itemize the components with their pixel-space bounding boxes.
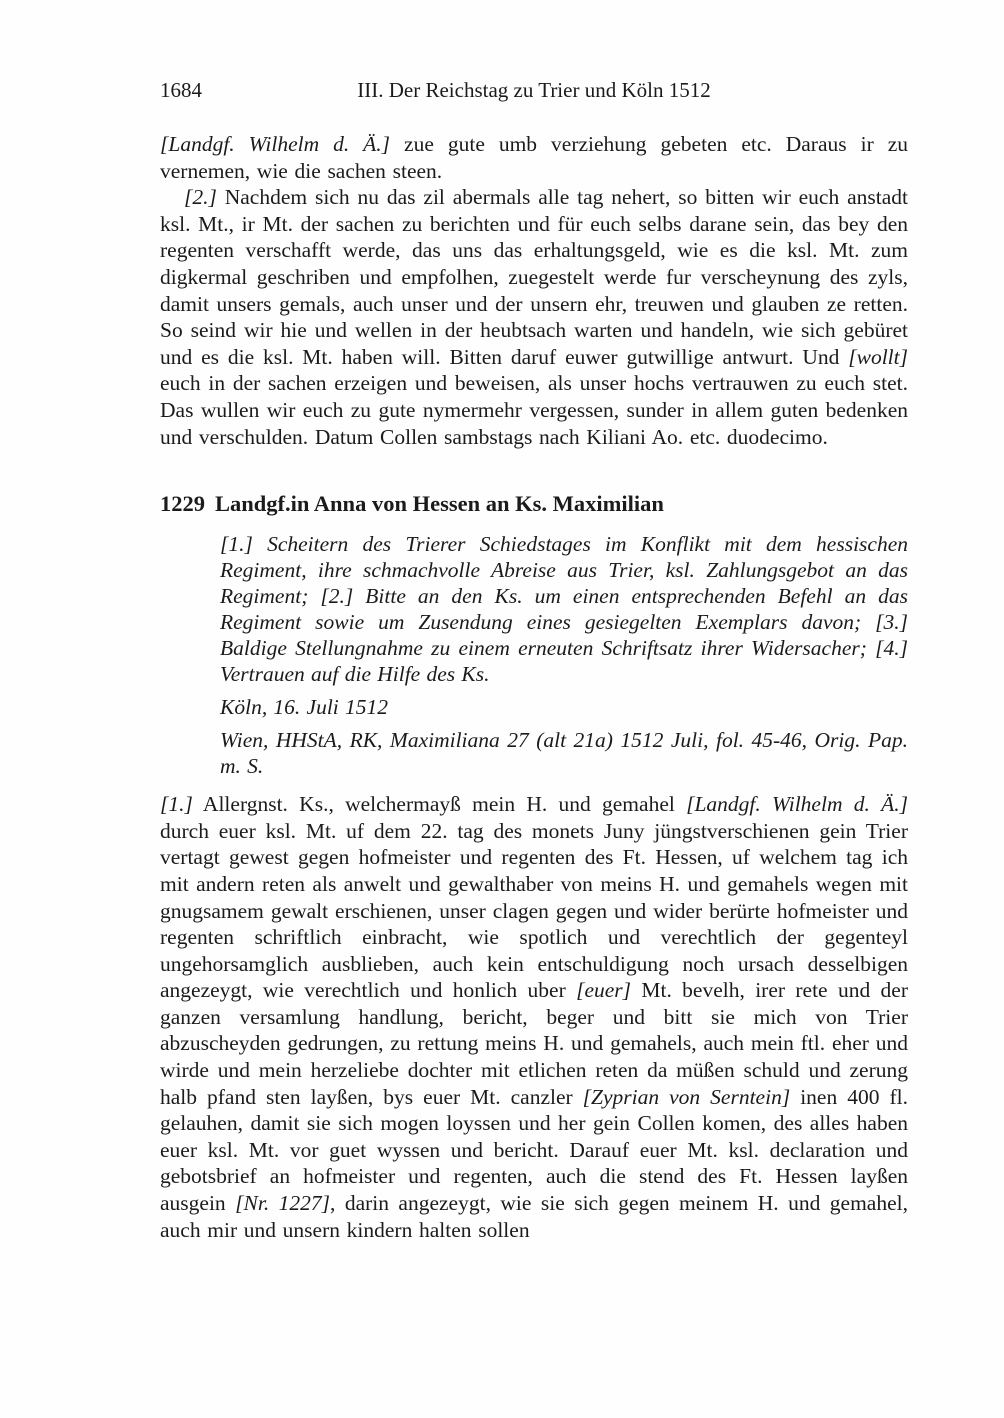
- entry-meta: [220, 531, 908, 779]
- entry-body-text: [1.] Allergnst. Ks., welchermayß mein H. und gemahel [Landgf. Wilhelm d. Ä.] durch euer ksl. Mt. uf dem 22. tag des monets Juny jüngstverschienen gein Trier vertagt gewest gegen hofmeister und regenten des Ft. Hessen, uf welchem tag ich mit andern reten als anwelt und gewalthaber von meins H. und gemahels wegen mit gnugsamem gewalt erschienen, unser clagen gegen und wider berürte hofmeister und regenten schriftlich einbracht, wie spotlich und verechtlich der gegenteyl ungehorsamglich ausblieben, auch kein entschuldigung noch ursach desselbigen angezeygt, wie verechtlich und honlich uber [euer] Mt. bevelh, irer rete und der ganzen versamlung handlung, bericht, beger und bitt sie mich von Trier abzuscheyden gedrungen, zu rettung meins H. und gemahels, auch mein ftl. eher und wirde und mein herzeliebe dochter mit etlichen reten da müßen schuld und zerung halb pfand sten layßen, bys euer Mt. canzler [Zyprian von Serntein] inen 400 fl. gelauhen, damit sie sich mogen loyssen und her gein Collen komen, des alles haben euer ksl. Mt. vor guet wyssen und bericht. Darauf euer Mt. ksl. declaration und gebotsbrief an hofmeister und regenten, auch die stend des Ft. Hessen layßen ausgein [Nr. 1227], darin angezeygt, wie sie sich gegen meinem H. und gemahel, auch mir und unsern kindern halten sollen: [160, 792, 908, 1242]
- paragraph-section-2: [2.] Nachdem sich nu das zil abermals alle tag nehert, so bitten wir euch anstadt ksl. Mt., ir Mt. der sachen zu berichten und für euch selbs darane sein, das bey den regenten verschafft werde, das uns das erhaltungsgeld, wie es die ksl. Mt. zum digkermal geschriben und empfolhen, zuegestelt werde fur verscheynung des zyls, damit unsers gemals, auch unser und der unsern ehr, treuwen und glauben ze retten. So seind wir hie und wellen in der heubtsach warten und handeln, wie sich gebüret und es die ksl. Mt. haben will. Bitten daruf euwer gutwillige antwurt. Und [wollt] euch in der sachen erzeigen und beweisen, als unser hochs vertrauwen zu euch stet. Das wullen wir euch zu gute nymermehr vergessen, sunder in allem guten bedenken und verschulden. Datum Collen sambstags nach Kiliani Ao. etc. duodecimo.: [160, 185, 908, 449]
- paragraph-continuation: [Landgf. Wilhelm d. Ä.] zue gute umb verziehung gebeten etc. Daraus ir zu vernemen, wie die sachen steen.: [160, 132, 908, 183]
- running-title: III. Der Reichstag zu Trier und Köln 1512: [357, 78, 711, 102]
- entry-place-date: Köln, 16. Juli 1512: [220, 695, 389, 720]
- entry-number: 1229: [160, 491, 205, 517]
- entry-source: Wien, HHStA, RK, Maximiliana 27 (alt 21a) 1512 Juli, fol. 45-46, Orig. Pap. m. S.: [220, 728, 908, 779]
- entry-summary: [1.] Scheitern des Trierer Schiedstages im Konflikt mit dem hessischen Regiment, ihre schmachvolle Abreise aus Trier, ksl. Zahlungsgebot an das Regiment; [2.] Bitte an den Ks. um einen entsprechenden Befehl an das Regiment sowie um Zusendung eines gesiegelten Exemplars davon; [3.] Baldige Stellungnahme zu einem erneuten Schriftsatz ihrer Widersacher; [4.] Vertrauen auf die Hilfe des Ks.: [220, 532, 908, 687]
- entry-title: Landgf.in Anna von Hessen an Ks. Maximilian: [215, 491, 664, 517]
- page-number: 1684: [160, 78, 202, 102]
- entry-heading: [160, 490, 908, 517]
- running-head: [160, 78, 908, 105]
- text-block: [160, 78, 908, 1243]
- entry-1229: [160, 490, 908, 1243]
